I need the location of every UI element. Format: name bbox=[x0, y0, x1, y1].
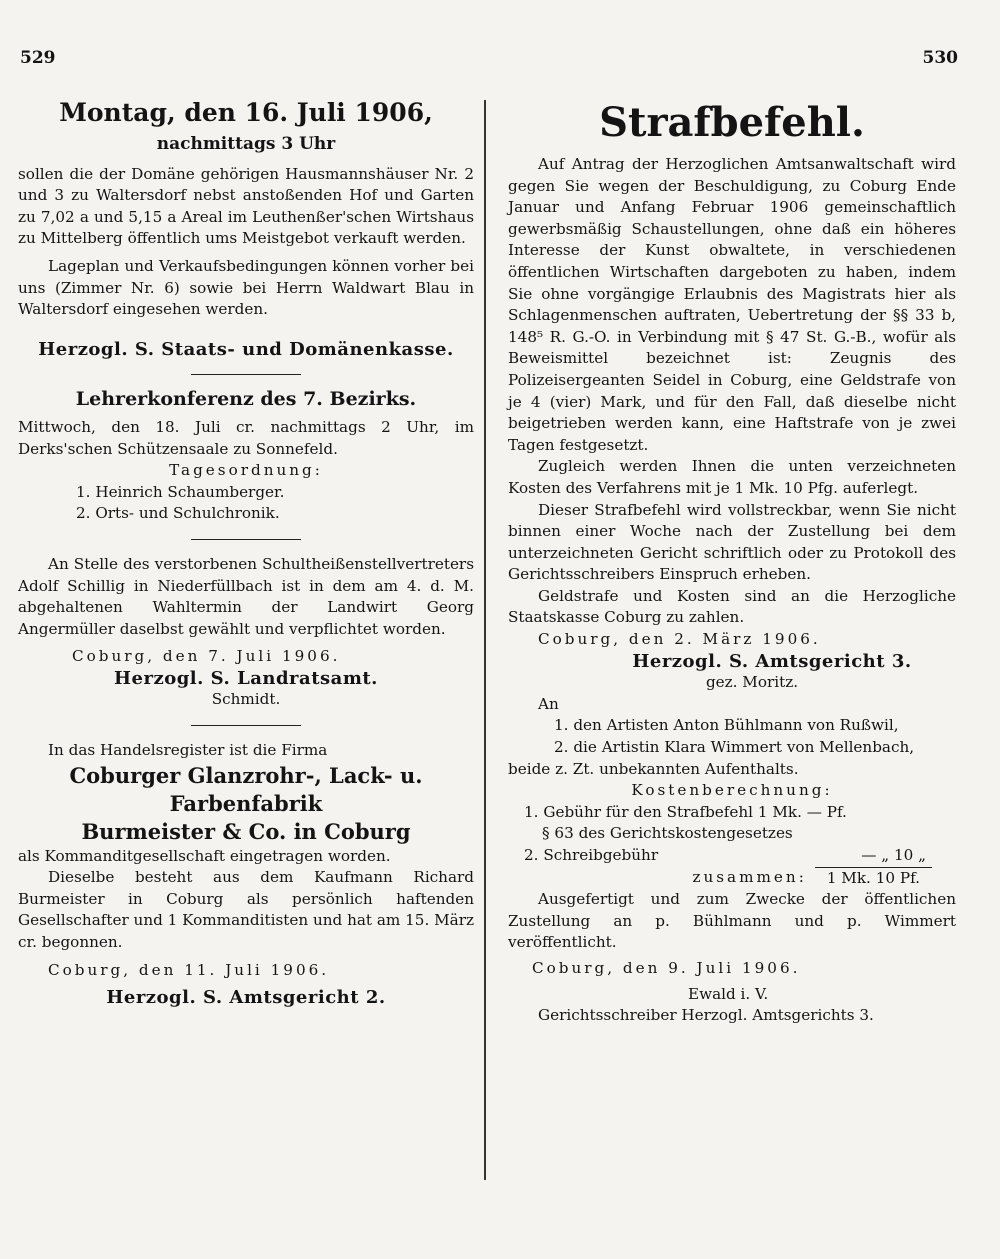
strafbefehl-place-date-2: Coburg, den 9. Juli 1906. bbox=[532, 958, 801, 977]
addressee-label: An bbox=[538, 694, 559, 713]
separator bbox=[191, 374, 301, 375]
notice4-body: als Kommanditgesellschaft eingetragen worden. bbox=[18, 846, 391, 865]
separator bbox=[191, 539, 301, 540]
agenda-item: 1. Heinrich Schaumberger. bbox=[76, 482, 285, 501]
notice4-firm-line1: Coburger Glanzrohr-, Lack- u. Farbenfabrik bbox=[69, 762, 423, 816]
notice1-signature: Herzogl. S. Staats- und Domänenkasse. bbox=[38, 338, 454, 360]
right-column bbox=[508, 96, 956, 1027]
cost-total-label: zusammen: bbox=[692, 867, 807, 886]
strafbefehl-signature-2: Ewald i. V. bbox=[688, 984, 769, 1003]
separator bbox=[191, 725, 301, 726]
cost-item-1: 1. Gebühr für den Strafbefehl 1 Mk. — Pf. bbox=[524, 802, 847, 821]
column-divider bbox=[484, 100, 486, 1180]
strafbefehl-paragraph2: Zugleich werden Ihnen die unten verzeichneten Kosten des Verfahrens mit je 1 Mk. 10 Pfg. auferlegt. bbox=[508, 457, 956, 497]
strafbefehl-paragraph4: Geldstrafe und Kosten sind an die Herzogliche Staatskasse Coburg zu zahlen. bbox=[508, 586, 956, 627]
strafbefehl-signature-2-title: Gerichtsschreiber Herzogl. Amtsgerichts 3. bbox=[538, 1006, 874, 1025]
notice3-body: An Stelle des verstorbenen Schultheißenstellvertreters Adolf Schillig in Niederfüllbach ist in dem am 4. d. M. abgehaltenen Wahltermin der Landwirt Georg Angermüller daselbst gewählt und verpflichtet worden. bbox=[18, 554, 474, 638]
notice2-heading: Lehrerkonferenz des 7. Bezirks. bbox=[75, 388, 417, 411]
notice1-body: sollen die der Domäne gehörigen Hausmannshäuser Nr. 2 und 3 zu Waltersdorf nebst anstoßenden Hof und Garten zu 7,02 a und 5,15 a Areal im Leuthenßer'schen Wirtshaus zu Mittelberg öffentlich ums Meistgebot verkauft werden. bbox=[18, 164, 474, 248]
cost-item-1-note: § 63 des Gerichtskostengesetzes bbox=[542, 824, 793, 843]
notice4-intro: In das Handelsregister ist die Firma bbox=[48, 741, 328, 760]
cost-total-row bbox=[508, 867, 956, 890]
cost-total-value: 1 Mk. 10 Pf. bbox=[815, 867, 932, 890]
notice4-firm-line2: Burmeister & Co. in Coburg bbox=[81, 818, 411, 844]
notice3-name: Schmidt. bbox=[211, 690, 281, 709]
notice4-place-date: Coburg, den 11. Juli 1906. bbox=[48, 960, 330, 979]
notice1-body2: Lageplan und Verkaufsbedingungen können vorher bei uns (Zimmer Nr. 6) sowie bei Herrn Waldwart Blau in Waltersdorf eingesehen werden. bbox=[18, 256, 474, 319]
addressee-1: 1. den Artisten Anton Bühlmann von Rußwil, bbox=[554, 716, 899, 735]
notice1-heading: Montag, den 16. Juli 1906, bbox=[59, 98, 433, 127]
notice2-body: Mittwoch, den 18. Juli cr. nachmittags 2 Uhr, im Derks'schen Schützensaale zu Sonnefeld. bbox=[18, 417, 474, 458]
addressee-note: beide z. Zt. unbekannten Aufenthalts. bbox=[508, 759, 799, 778]
strafbefehl-signed-name: gez. Moritz. bbox=[705, 673, 799, 692]
notice4-body2: Dieselbe besteht aus dem Kaufmann Richard Burmeister in Coburg als persönlich haftenden Gesellschafter und 1 Kommanditisten und hat am 15. März cr. begonnen. bbox=[18, 868, 474, 952]
cost-item-2-value: — „ 10 „ bbox=[861, 846, 926, 864]
addressee-2: 2. die Artistin Klara Wimmert von Mellenbach, bbox=[554, 738, 915, 757]
notice2-agenda-title: Tagesordnung: bbox=[169, 461, 323, 480]
notice3-place-date: Coburg, den 7. Juli 1906. bbox=[72, 647, 341, 666]
page-number-left: 529 bbox=[20, 48, 56, 68]
notice1-subheading: nachmittags 3 Uhr bbox=[156, 134, 336, 154]
strafbefehl-title: Strafbefehl. bbox=[599, 99, 865, 146]
cost-title: Kostenberechnung: bbox=[631, 781, 833, 800]
notice4-signature: Herzogl. S. Amtsgericht 2. bbox=[106, 987, 386, 1009]
left-column bbox=[18, 96, 474, 1009]
strafbefehl-paragraph1: Auf Antrag der Herzoglichen Amtsanwaltschaft wird gegen Sie wegen der Beschuldigung, zu Coburg Ende Januar und Anfang Februar 1906 gemeinschaftlich gewerbsmäßig Schaustellungen, ohne daß ein höheres Interesse der Kunst obwaltete, in verschiedenen öffentlichen Wirtschaften dargeboten zu haben, indem Sie ohne vorgängige Erlaubnis des Magistrats hier als Schlagenmenschen auftraten, Uebertretung der §§ 33 b, 148⁵ R. G.-O. in Verbindung mit § 47 St. G.-B., wofür als Beweismittel bezeichnet ist: Zeugnis des Polizeisergeanten Seidel in Coburg, eine Geldstrafe von je 4 (vier) Mark, und für den Fall, daß dieselbe nicht beigetrieben werden kann, eine Haftstrafe von je zwei Tagen festgesetzt. bbox=[508, 155, 956, 454]
agenda-item: 2. Orts- und Schulchronik. bbox=[76, 504, 280, 523]
strafbefehl-paragraph5: Ausgefertigt und zum Zwecke der öffentlichen Zustellung an p. Bühlmann und p. Wimmert veröffentlicht. bbox=[508, 890, 956, 952]
cost-item-2-label: 2. Schreibgebühr bbox=[524, 846, 659, 864]
strafbefehl-place-date: Coburg, den 2. März 1906. bbox=[538, 630, 821, 649]
notice3-signature: Herzogl. S. Landratsamt. bbox=[114, 667, 378, 689]
cost-item-2 bbox=[508, 845, 956, 867]
page-number-right: 530 bbox=[922, 48, 958, 68]
strafbefehl-signature: Herzogl. S. Amtsgericht 3. bbox=[632, 650, 912, 672]
strafbefehl-paragraph3: Dieser Strafbefehl wird vollstreckbar, wenn Sie nicht binnen einer Woche nach der Zustellung bei dem unterzeichneten Gericht schriftlich oder zu Protokoll des Gerichtsschreibers Einspruch erheben. bbox=[508, 500, 956, 584]
